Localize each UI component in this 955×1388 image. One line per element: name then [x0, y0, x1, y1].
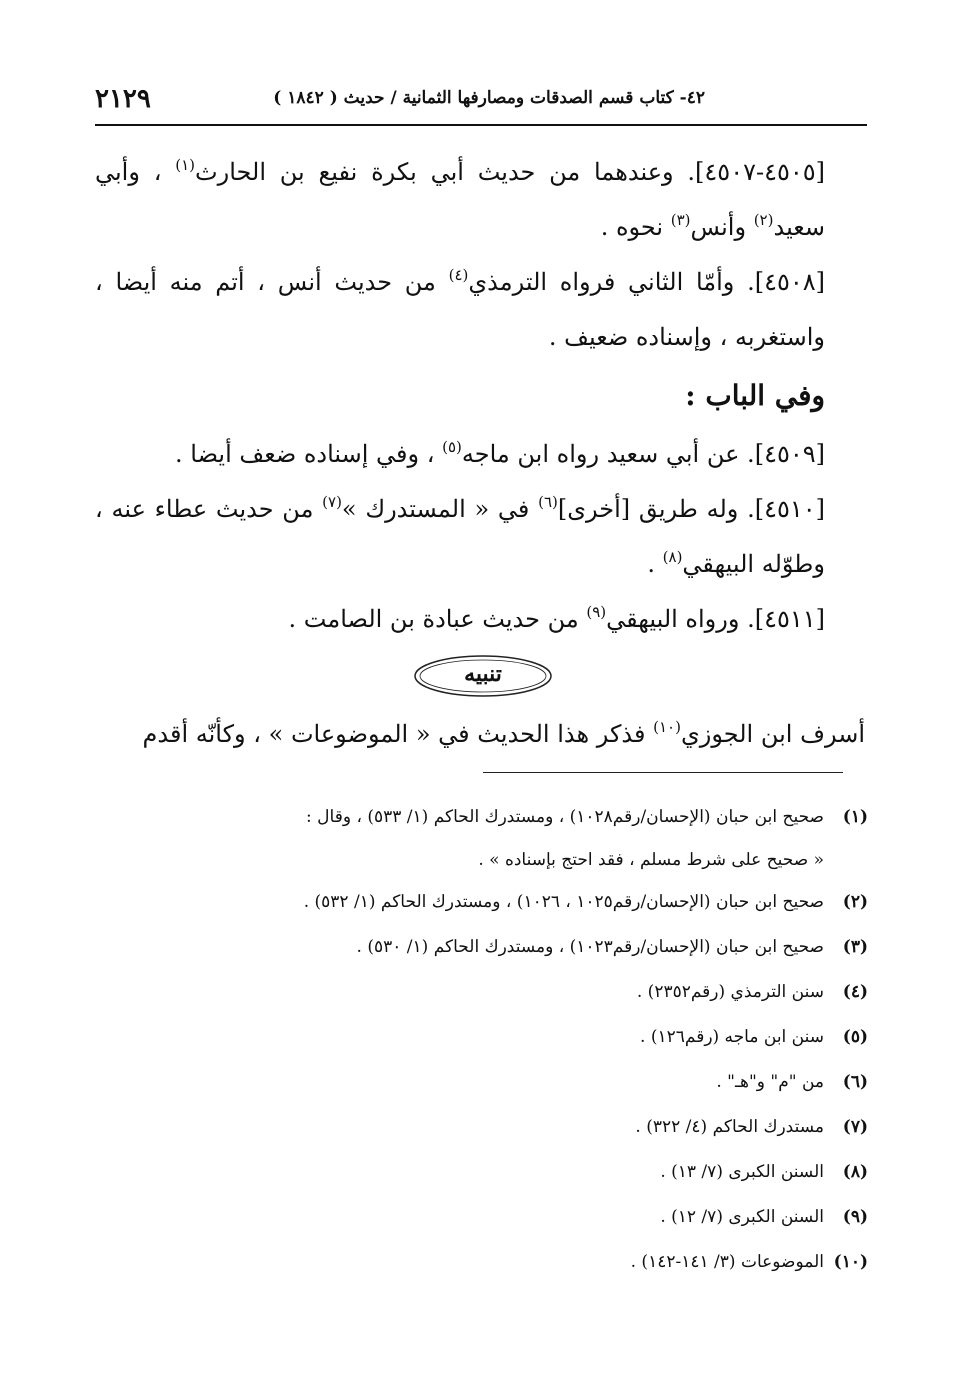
section-heading: وفي الباب : [685, 379, 825, 412]
footnote-marker: (٩) [586, 603, 607, 621]
footnote-number: (٣) [842, 937, 868, 957]
footnote-item [100, 925, 868, 970]
footnote-number: (٢) [842, 892, 868, 912]
footnote-item [100, 1240, 868, 1285]
footnote-number: (٤) [842, 982, 868, 1002]
footnote-number: (٦) [842, 1072, 868, 1092]
running-title: ٤٢- كتاب قسم الصدقات ومصارفها الثمانية / حديث ( ١٨٤٢ ) [273, 88, 705, 108]
footnote-number: (١) [842, 807, 868, 827]
paragraph-text: [٤٥٠٩]. عن أبي سعيد رواه ابن ماجه [461, 440, 825, 468]
paragraph-text: . [647, 550, 663, 578]
footnote-item [100, 1150, 868, 1195]
paragraph-4509 [95, 427, 865, 482]
paragraph-text: فذكر هذا الحديث في « الموضوعات » ، وكأنّه أقدم [142, 720, 654, 748]
footnote-item [100, 1105, 868, 1150]
footnote-marker: (٧) [322, 493, 342, 511]
footnote-text: مستدرك الحاكم (٤/ ٣٢٢) . [635, 1117, 824, 1137]
paragraph-text: [٤٥١٠]. وله طريق [أخرى] [557, 495, 825, 523]
paragraph-text: من حديث عطاء عنه ، وطوّله البيهقي [95, 495, 825, 578]
footnote-marker: (٨) [662, 548, 683, 566]
paragraph-4505 [95, 145, 865, 255]
footnote-separator [483, 772, 843, 773]
footnote-item [100, 970, 868, 1015]
footnote-marker: (٦) [538, 493, 558, 511]
paragraph-text: وأنس [690, 213, 754, 241]
footnote-number: (٧) [842, 1117, 868, 1137]
paragraph-notice [95, 707, 865, 762]
main-text [95, 145, 865, 762]
notice-label: تنبيه [464, 661, 502, 687]
footnote-marker: (٣) [670, 211, 691, 229]
footnote-marker: (٢) [753, 211, 774, 229]
paragraph-text: [٤٥٠٥-٤٥٠٧]. وعندهما من حديث أبي بكرة نفيع بن الحارث [195, 158, 826, 186]
paragraph-text: في « المستدرك » [341, 495, 539, 523]
footnote-text: السنن الكبرى (٧/ ١٢) . [660, 1207, 824, 1227]
footnote-marker: (١٠) [653, 718, 681, 736]
footnote-item [100, 1015, 868, 1060]
footnote-text: السنن الكبرى (٧/ ١٣) . [660, 1162, 824, 1182]
footnote-number: (١٠) [833, 1252, 868, 1272]
paragraph-text: من حديث أنس ، أتم منه أيضا ، واستغربه ، وإسناده ضعيف . [95, 268, 825, 351]
footnote-number: (٩) [842, 1207, 868, 1227]
page-number: ٢١٢٩ [95, 84, 151, 114]
footnote-text: صحيح ابن حبان (الإحسان/رقم١٠٢٥ ، ١٠٢٦) ، ومستدرك الحاكم (١/ ٥٣٢) . [303, 892, 824, 912]
footnote-text: صحيح ابن حبان (الإحسان/رقم١٠٢٣) ، ومستدرك الحاكم (١/ ٥٣٠) . [356, 937, 824, 957]
paragraph-4510 [95, 482, 865, 592]
footnote-text: سنن الترمذي (رقم٢٣٥٢) . [636, 982, 824, 1002]
footnote-text: الموضوعات (٣/ ١٤١-١٤٢) . [630, 1252, 824, 1272]
footnote-text: من "م" و"هـ" . [716, 1072, 824, 1092]
footnote-item [100, 880, 868, 925]
footnote-item [100, 795, 868, 880]
notice-ornament [95, 647, 865, 707]
footnote-text-continued: « صحيح على شرط مسلم ، فقد احتج بإسناده » . [478, 850, 824, 870]
paragraph-text: من حديث عبادة بن الصامت . [288, 605, 587, 633]
footnote-item [100, 1060, 868, 1105]
footnote-item [100, 1195, 868, 1240]
paragraph-text: [٤٥٠٨]. وأمّا الثاني فرواه الترمذي [468, 268, 825, 296]
footnotes [100, 795, 868, 1285]
paragraph-4511 [95, 592, 865, 647]
paragraph-4508 [95, 255, 865, 365]
footnote-marker: (٥) [442, 438, 462, 456]
paragraph-text: نحوه . [600, 213, 671, 241]
page-header [95, 84, 865, 120]
paragraph-text: [٤٥١١]. ورواه البيهقي [606, 605, 825, 633]
header-rule [95, 124, 867, 126]
paragraph-text: أسرف ابن الجوزي [680, 720, 865, 748]
paragraph-text: ، وفي إسناده ضعف أيضا . [175, 440, 443, 468]
footnote-marker: (١) [175, 156, 196, 174]
footnote-number: (٥) [842, 1027, 868, 1047]
footnote-text: صحيح ابن حبان (الإحسان/رقم١٠٢٨) ، ومستدرك الحاكم (١/ ٥٣٣) ، وقال : [306, 807, 824, 827]
footnote-marker: (٤) [448, 266, 469, 284]
footnote-number: (٨) [842, 1162, 868, 1182]
footnote-text: سنن ابن ماجه (رقم١٢٦) . [640, 1027, 824, 1047]
paragraph-text: ، وأبي سعيد [95, 158, 825, 241]
